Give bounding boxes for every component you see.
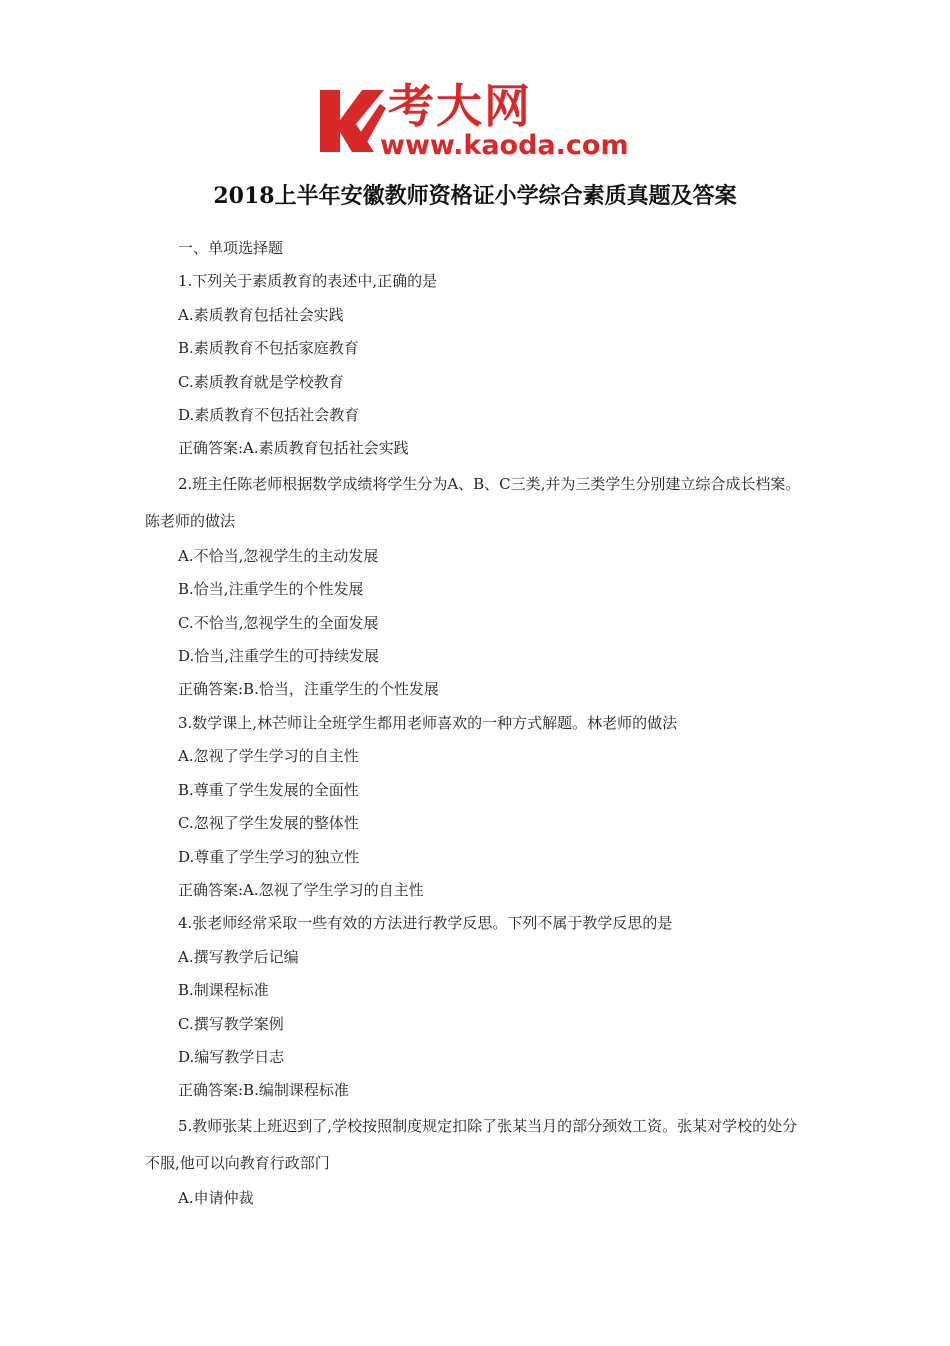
answer-3: 正确答案:A.忽视了学生学习的自主性	[178, 880, 424, 899]
option-2d: D.恰当,注重学生的可持续发展	[178, 647, 380, 666]
question-2: 2.班主任陈老师根据数学成绩将学生分为A、B、C三类,并为三类学生分别建立综合成长档案。陈老师的做法	[145, 474, 801, 530]
option-1b: B.素质教育不包括家庭教育	[178, 339, 359, 358]
logo-url: www.kaoda.com	[380, 130, 629, 161]
option-4c: C.撰写教学案例	[178, 1014, 284, 1033]
document-body	[145, 232, 810, 1215]
question-4: 4.张老师经常采取一些有效的方法进行教学反思。下列不属于教学反思的是	[178, 914, 673, 933]
option-1c: C.素质教育就是学校教育	[178, 372, 344, 391]
option-4a: A.撰写教学后记编	[178, 947, 299, 966]
kaoda-logo	[318, 80, 648, 162]
question-1: 1.下列关于素质教育的表述中,正确的是	[178, 272, 438, 291]
option-5a: A.申请仲裁	[178, 1188, 254, 1207]
option-4d: D.编写教学日志	[178, 1047, 285, 1066]
option-3a: A.忽视了学生学习的自主性	[178, 747, 359, 766]
option-2c: C.不恰当,忽视学生的全面发展	[178, 613, 379, 632]
option-2b: B.恰当,注重学生的个性发展	[178, 580, 364, 599]
option-4b: B.制课程标准	[178, 981, 269, 1000]
section-heading: 一、单项选择题	[178, 239, 284, 257]
logo-title: 考大网	[388, 79, 532, 133]
question-3: 3.数学课上,林芒师让全班学生都用老师喜欢的一种方式解题。林老师的做法	[178, 713, 678, 732]
option-3b: B.尊重了学生发展的全面性	[178, 780, 359, 799]
option-1d: D.素质教育不包括社会教育	[178, 406, 360, 425]
option-1a: A.素质教育包括社会实践	[178, 305, 344, 324]
document-title: 2018上半年安徽教师资格证小学综合素质真题及答案	[213, 183, 737, 209]
k-logo-icon	[318, 84, 388, 156]
option-2a: A.不恰当,忽视学生的主动发展	[178, 546, 379, 565]
answer-1: 正确答案:A.素质教育包括社会实践	[178, 439, 409, 458]
question-5: 5.教师张某上班迟到了,学校按照制度规定扣除了张某当月的部分颈效工资。张某对学校的处分不服,他可以向教育行政部门	[145, 1116, 798, 1172]
option-3c: C.忽视了学生发展的整体性	[178, 814, 359, 833]
answer-2: 正确答案:B.恰当，注重学生的个性发展	[178, 680, 439, 699]
option-3d: D.尊重了学生学习的独立性	[178, 847, 360, 866]
answer-4: 正确答案:B.编制课程标准	[178, 1081, 349, 1100]
